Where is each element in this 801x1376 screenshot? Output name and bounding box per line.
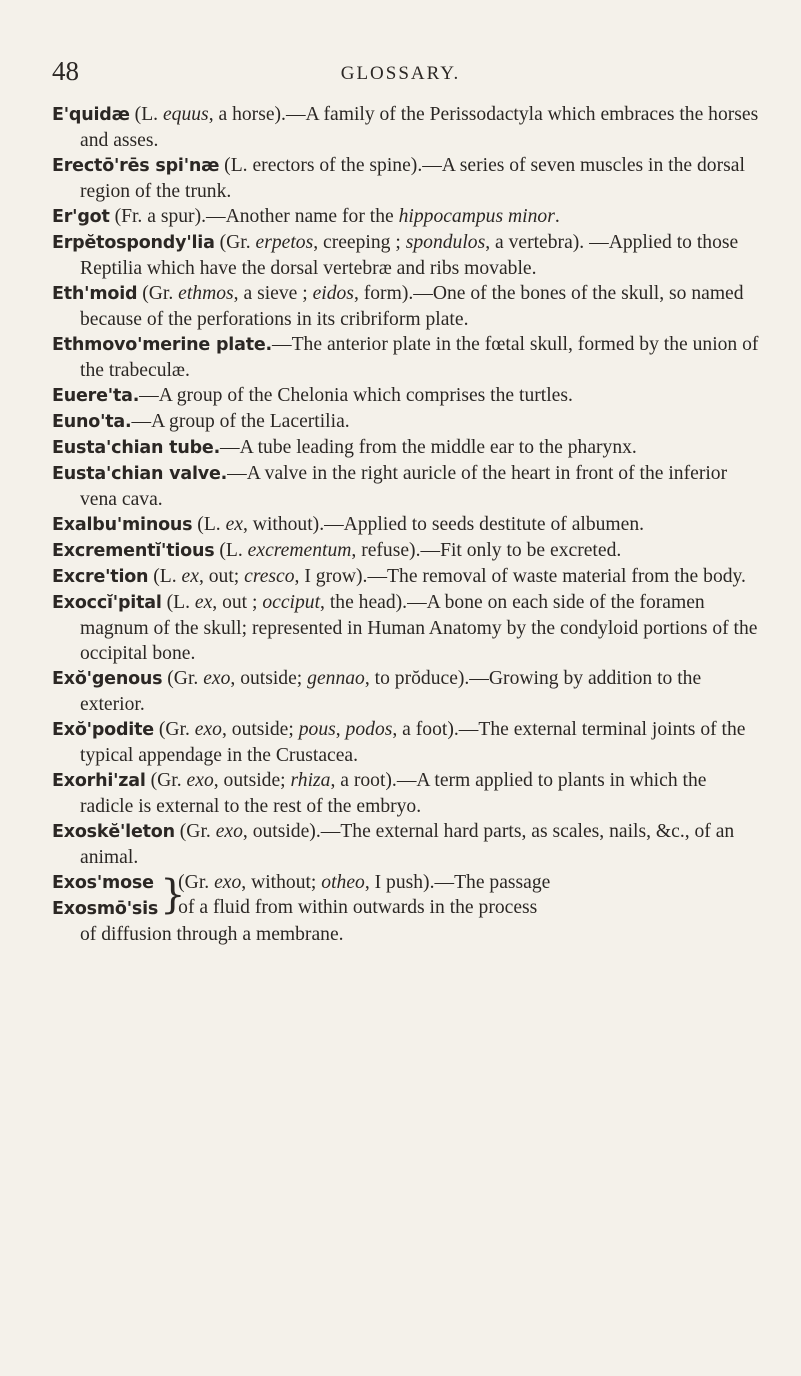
definition-text: , [335,719,346,740]
definition-text: (L. [148,566,182,587]
definition-italic-term: cresco [244,566,295,587]
page-number: 48 [52,56,79,86]
definition-text: , form).—One of the bones of the skull, so named because of the perforations in its cribriform plate. [80,283,744,330]
definition-text: (L. [129,104,163,125]
definition-text: , I grow).—The removal of waste material from the body. [294,566,746,587]
definition-text: , without).—Applied to seeds destitute of albumen. [243,514,645,535]
glossary-entry [52,666,764,717]
paired-definition-continuation: of diffusion through a membrane. [80,924,344,945]
definition-italic-term: otheo [321,872,365,893]
glossary-entry [52,204,764,230]
definition-italic-term: exo [203,668,231,689]
definition-text: —A group of the Chelonia which comprises the turtles. [139,385,573,406]
definition-text: (Gr. [137,283,179,304]
definition-text: of a fluid from within outwards in the process [178,897,538,918]
glossary-entries [52,102,764,947]
definition-text: —A group of the Lacertilia. [131,411,350,432]
entry-headword: Eusta'chian valve. [52,464,228,484]
definition-text: (Gr. [178,872,215,893]
definition-text: (L. erectors of the spine).—A series of seven muscles in the dorsal region of the trunk. [80,155,745,202]
glossary-entry [52,102,764,153]
definition-text: , a foot).—The external terminal joints of the typical appendage in the Crustacea. [80,719,746,766]
definition-text: , a root).—A term applied to plants in which the radicle is external to the rest of the embryo. [80,770,707,817]
glossary-entry [52,435,764,461]
glossary-entry [52,461,764,512]
definition-text: (L. [192,514,226,535]
entry-headword: Exosmō'sis [52,899,159,919]
definition-text: , the head).—A bone on each side of the foramen magnum of the skull; represented in Human Anatomy by the condyloid portions of the occipital bone. [80,592,758,664]
definition-italic-term: ex [225,514,243,535]
definition-text: (Gr. [174,821,216,842]
entry-headword: Exalbu'minous [52,515,193,535]
definition-italic-term: equus [162,104,209,125]
definition-text: , a sieve ; [233,283,313,304]
entry-headword: Erpĕtospondy'lia [52,233,215,253]
definition-italic-term: exo [215,821,243,842]
glossary-entry [52,512,764,538]
definition-text: , outside).—The external hard parts, as scales, nails, &c., of an animal. [80,821,735,868]
paired-headwords [52,870,158,922]
definition-text: —A tube leading from the middle ear to the pharynx. [220,437,637,458]
definition-italic-term: ex [181,566,199,587]
definition-text: , outside; [213,770,291,791]
definition-text: —The anterior plate in the fœtal skull, formed by the union of the trabeculæ. [80,334,759,381]
entry-headword: E'quidæ [52,105,130,125]
definition-text: , creeping ; [313,232,406,253]
definition-text: , I push).—The passage [364,872,551,893]
entry-headword: Ethmovo'merine plate. [52,335,272,355]
definition-italic-term: podos [345,719,393,740]
definition-italic-term: ex [194,592,213,613]
entry-headword: Exŏ'genous [52,669,163,689]
glossary-entry [52,230,764,281]
brace-glyph: } [160,872,186,918]
entry-headword: Eusta'chian tube. [52,438,221,458]
entry-headword: Excrementĭ'tious [52,541,215,561]
page-header [52,56,749,86]
definition-text: . [554,206,560,227]
definition-text: (Gr. [145,770,187,791]
definition-italic-term: exo [194,719,222,740]
definition-italic-term: erpetos [255,232,314,253]
entry-headword: Euere'ta. [52,386,140,406]
glossary-entry [52,768,764,819]
glossary-entry [52,281,764,332]
definition-text: (Gr. [153,719,195,740]
definition-italic-term: spondulos [405,232,486,253]
glossary-entry [52,717,764,768]
glossary-entry [52,819,764,870]
glossary-entry [52,538,764,564]
definition-italic-term: pous [298,719,336,740]
entry-headword: Euno'ta. [52,412,132,432]
definition-text: , out; [198,566,245,587]
glossary-entry [52,383,764,409]
definition-italic-term: exo [186,770,214,791]
entry-headword: Exoskĕ'leton [52,822,175,842]
definition-italic-term: ethmos [178,283,234,304]
definition-text: (L. [161,592,195,613]
running-head: GLOSSARY. [340,63,461,84]
definition-text: (Fr. a spur).—Another name for the [109,206,399,227]
definition-text: , to prŏduce).—Growing by addition to the exterior. [80,668,702,715]
definition-italic-term: eidos [312,283,354,304]
entry-headword: Exos'mose [52,873,154,893]
definition-italic-term: excrementum [247,540,352,561]
definition-text: , a horse).—A family of the Perissodactyla which embraces the horses and asses. [80,104,759,151]
definition-text: , out ; [212,592,263,613]
definition-text: , without; [241,872,322,893]
paired-definition [178,870,764,920]
paired-glossary-entry [52,870,764,922]
entry-headword: Exŏ'podite [52,720,154,740]
entry-headword: Exoccĭ'pital [52,593,162,613]
entry-headword: Eth'moid [52,284,138,304]
glossary-entry [52,332,764,383]
definition-text: , refuse).—Fit only to be excreted. [351,540,622,561]
entry-headword: Exorhi'zal [52,771,146,791]
definition-text: , outside; [221,719,299,740]
definition-text: (Gr. [214,232,256,253]
definition-italic-term: gennao [307,668,365,689]
glossary-entry [52,564,764,590]
entry-headword: Excre'tion [52,567,149,587]
glossary-entry [52,153,764,204]
definition-text: —A valve in the right auricle of the heart in front of the inferior vena cava. [80,463,728,510]
definition-italic-term: rhiza [290,770,331,791]
entry-headword: Er'got [52,207,110,227]
definition-text: (L. [214,540,248,561]
definition-text: , outside; [230,668,308,689]
definition-italic-term: occiput [262,592,321,613]
entry-headword: Erectō'rēs spi'næ [52,156,220,176]
definition-text: , a vertebra). —Applied to those Reptilia which have the dorsal vertebræ and ribs movable. [80,232,739,279]
definition-text: (Gr. [162,668,204,689]
glossary-entry [52,590,764,666]
definition-italic-term: exo [214,872,242,893]
glossary-entry [52,409,764,435]
definition-italic-term: hippocampus minor [398,206,555,227]
